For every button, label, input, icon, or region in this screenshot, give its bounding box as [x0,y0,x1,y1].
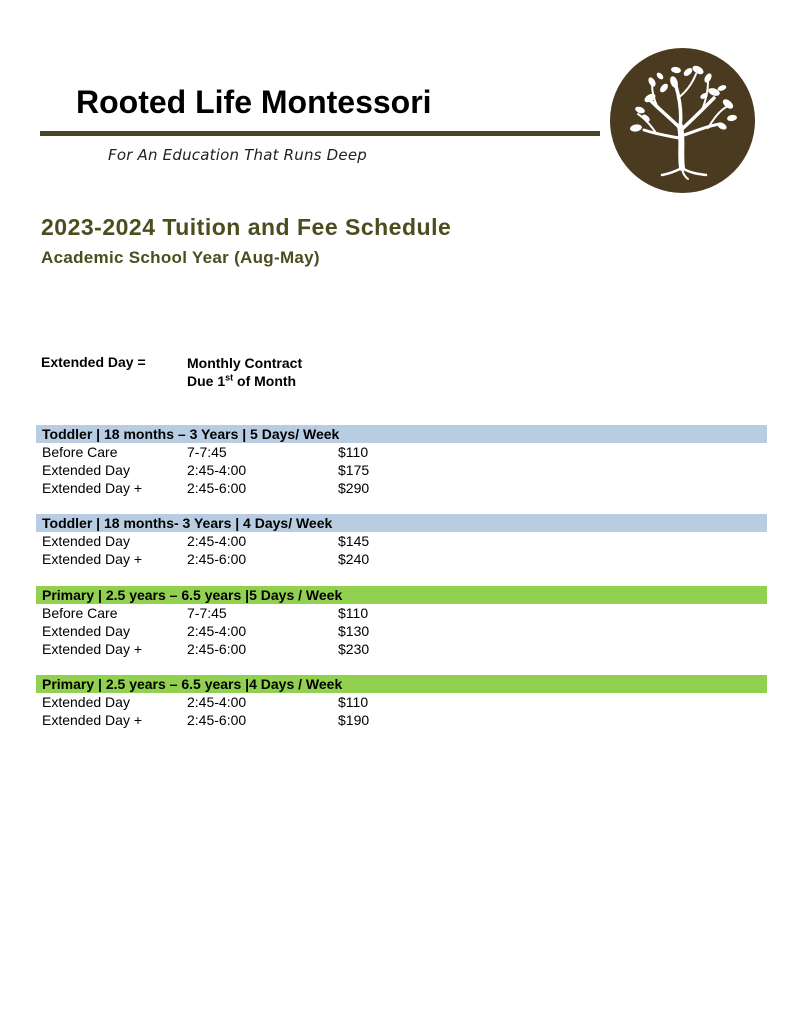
table-row [36,550,767,568]
service-time: 2:45-6:00 [187,641,247,657]
service-price: $110 [338,605,369,621]
tuition-section-toddler-5-day [36,425,767,497]
section-header: Toddler | 18 months- 3 Years | 4 Days/ Week [36,514,767,532]
service-name: Extended Day + [42,480,143,496]
service-price: $240 [338,551,370,567]
tree-icon [610,48,755,193]
service-price: $190 [338,712,370,728]
due-date: Due 1st of Month [187,372,297,389]
service-time: 2:45-4:00 [187,533,247,549]
service-time: 2:45-4:00 [187,623,247,639]
tagline: For An Education That Runs Deep [108,146,367,164]
document-title: 2023-2024 Tuition and Fee Schedule [41,214,452,240]
service-price: $110 [338,444,369,460]
table-row [36,532,767,550]
service-time: 7-7:45 [187,605,227,621]
table-row [36,693,767,711]
service-time: 2:45-6:00 [187,712,247,728]
table-row [36,711,767,729]
section-header: Toddler | 18 months – 3 Years | 5 Days/ Week [36,425,767,443]
service-price: $290 [338,480,370,496]
extended-day-terms [187,354,302,390]
service-price: $175 [338,462,370,478]
tuition-section-primary-4-day [36,675,767,729]
service-time: 2:45-4:00 [187,694,247,710]
service-time: 2:45-6:00 [187,551,247,567]
service-name: Extended Day [42,694,130,710]
section-header: Primary | 2.5 years – 6.5 years |5 Days / Week [36,586,767,604]
service-name: Extended Day + [42,551,143,567]
tuition-section-toddler-4-day [36,514,767,568]
table-row [36,443,767,461]
section-header: Primary | 2.5 years – 6.5 years |4 Days / Week [36,675,767,693]
contract-type: Monthly Contract [187,355,303,371]
service-time: 7-7:45 [187,444,227,460]
service-price: $130 [338,623,370,639]
service-name: Extended Day + [42,641,143,657]
service-name: Before Care [42,605,118,621]
table-row [36,622,767,640]
service-time: 2:45-4:00 [187,462,247,478]
table-row [36,479,767,497]
service-name: Extended Day [42,623,130,639]
tuition-section-primary-5-day [36,586,767,658]
document-subtitle: Academic School Year (Aug-May) [41,248,320,267]
service-time: 2:45-6:00 [187,480,247,496]
service-name: Before Care [42,444,118,460]
extended-day-label: Extended Day = [41,354,146,370]
table-row [36,604,767,622]
service-name: Extended Day [42,462,130,478]
service-name: Extended Day [42,533,130,549]
school-name: Rooted Life Montessori [76,84,432,120]
header-rule [40,131,600,136]
service-price: $230 [338,641,370,657]
table-row [36,640,767,658]
table-row [36,461,767,479]
service-price: $110 [338,694,369,710]
service-name: Extended Day + [42,712,143,728]
service-price: $145 [338,533,370,549]
